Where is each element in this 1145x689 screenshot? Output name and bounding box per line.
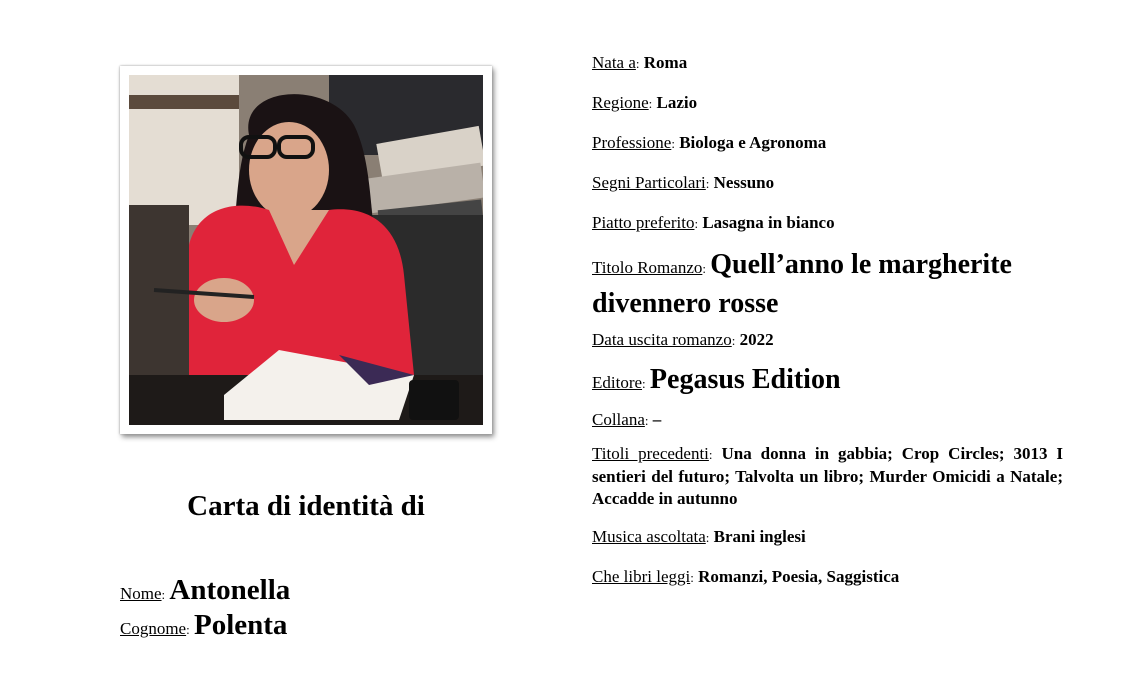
field-professione <box>592 132 1063 155</box>
libri-colon: : <box>690 570 694 585</box>
cognome-colon: : <box>186 622 190 637</box>
titolo-label: Titolo Romanzo <box>592 258 703 277</box>
segni-label: Segni Particolari <box>592 173 706 192</box>
regione-colon: : <box>648 96 653 111</box>
field-piatto-preferito <box>592 212 1063 235</box>
cognome-label: Cognome <box>120 619 187 638</box>
data-uscita-colon: : <box>731 333 736 348</box>
field-collana <box>592 409 1063 432</box>
field-editore <box>592 364 1063 400</box>
nata-a-label: Nata a <box>592 53 636 72</box>
field-data-uscita <box>592 329 1063 352</box>
collana-colon: : <box>644 413 649 428</box>
collana-value: – <box>652 410 662 429</box>
field-che-libri-leggi <box>592 566 1063 589</box>
musica-colon: : <box>705 530 710 545</box>
titolo-colon: : <box>702 261 706 276</box>
piatto-value: Lasagna in bianco <box>702 213 835 232</box>
libri-value: Romanzi, Poesia, Saggistica <box>698 567 900 586</box>
segni-colon: : <box>705 176 710 191</box>
professione-label: Professione <box>592 133 672 152</box>
data-uscita-label: Data uscita romanzo <box>592 330 732 349</box>
cognome-line <box>120 609 287 642</box>
nome-line <box>120 574 290 607</box>
musica-value: Brani inglesi <box>713 527 806 546</box>
titolo-value: Quell’anno le margherite divennero rosse <box>592 249 1012 319</box>
libri-label: Che libri leggi <box>592 567 691 586</box>
identity-fields <box>592 52 1063 589</box>
nata-a-colon: : <box>635 56 640 71</box>
field-titoli-precedenti <box>592 443 1063 510</box>
regione-label: Regione <box>592 93 649 112</box>
nome-colon: : <box>161 587 166 602</box>
segni-value: Nessuno <box>713 173 775 192</box>
titoli-precedenti-value: Una donna in gabbia; Crop Circles; 3013 I sentieri del futuro; Talvolta un libro; Murder Omicidi a Natale; Accadde in autunno <box>592 444 1064 508</box>
field-segni-particolari <box>592 172 1063 195</box>
nome-value: Antonella <box>169 574 291 606</box>
titoli-precedenti-label: Titoli precedenti <box>592 444 709 463</box>
collana-label: Collana <box>592 410 645 429</box>
musica-label: Musica ascoltata <box>592 527 706 546</box>
field-regione <box>592 92 1063 115</box>
field-nata-a <box>592 52 1063 75</box>
professione-value: Biologa e Agronoma <box>679 133 827 152</box>
cognome-value: Polenta <box>193 609 288 641</box>
piatto-colon: : <box>694 216 699 231</box>
regione-value: Lazio <box>656 93 698 112</box>
nome-label: Nome <box>120 584 162 603</box>
data-uscita-value: 2022 <box>739 330 774 349</box>
card-title: Carta di identità di <box>187 490 425 522</box>
author-photo <box>129 75 483 425</box>
editore-label: Editore <box>592 373 643 392</box>
nata-a-value: Roma <box>643 53 688 72</box>
piatto-label: Piatto preferito <box>592 213 695 232</box>
editore-colon: : <box>642 376 646 391</box>
author-photo-frame <box>120 66 492 434</box>
editore-value: Pegasus Edition <box>649 364 841 395</box>
titoli-precedenti-colon: : <box>708 447 713 462</box>
field-titolo-romanzo <box>592 247 1063 324</box>
field-musica-ascoltata <box>592 526 1063 549</box>
professione-colon: : <box>671 136 675 151</box>
